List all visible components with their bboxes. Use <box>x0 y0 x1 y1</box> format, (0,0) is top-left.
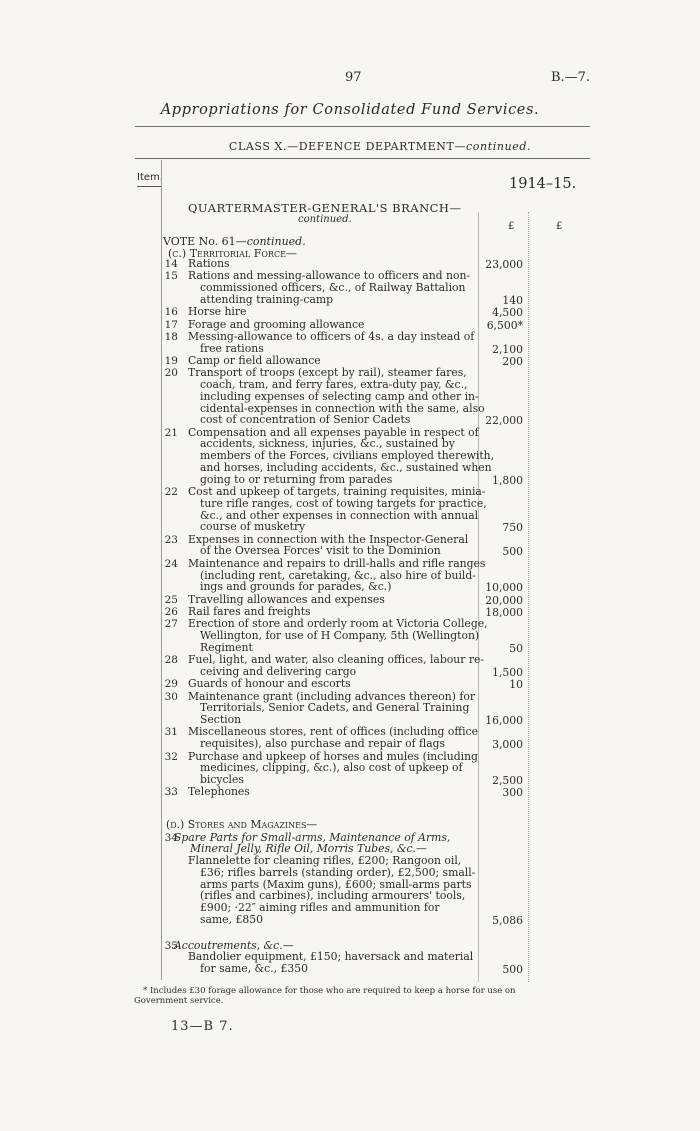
pound-symbol-col1: £ <box>508 221 515 232</box>
vote-heading: VOTE No. 61—continued. <box>163 235 306 248</box>
item-text-line: Transport of troops (except by rail), steamer fares, <box>188 366 467 380</box>
item-text-line: members of the Forces, civilians employed therewith, <box>200 449 495 463</box>
item-text-line: Section <box>200 713 242 727</box>
item-text-line: Flannelette for cleaning rifles, £200; Rangoon oil, <box>188 854 462 867</box>
item-text-line: &c., and other expenses in connection with annual <box>200 508 479 522</box>
year-header: 1914–15. <box>509 176 577 192</box>
item-amount: 2,100 <box>492 342 523 356</box>
item-text-line: Miscellaneous stores, rent of offices (including office <box>188 725 478 739</box>
title-rule <box>135 126 590 127</box>
item-text-line: Purchase and upkeep of horses and mules (including <box>188 749 478 763</box>
item-amount: 4,500 <box>492 306 523 320</box>
stores-item-heading: Spare Parts for Small-arms, Maintenance of Arms, <box>174 830 451 844</box>
item-amount: 23,000 <box>485 258 523 271</box>
item-text-line: Maintenance and repairs to drill-halls and rifle ranges <box>188 556 486 570</box>
item-text-line: Cost and upkeep of targets, training requisites, minia- <box>188 485 486 499</box>
item-text-line: ture rifle ranges, cost of towing targets for practice, <box>200 496 487 510</box>
item-text-line: Erection of store and orderly room at Victoria College, <box>188 617 488 631</box>
item-text-line: going to or returning from parades <box>200 472 393 486</box>
page-number: 97 <box>345 70 362 85</box>
item-amount: 2,500 <box>492 774 523 788</box>
item-number: 28 <box>164 654 178 667</box>
item-amount: 300 <box>502 786 523 800</box>
item-number: 24 <box>164 557 178 570</box>
class-rule <box>135 158 590 159</box>
item-text-line: and horses, including accidents, &c., sustained when <box>200 460 492 474</box>
item-text-line: £900; ·22″ aiming rifles and ammunition for <box>200 901 440 914</box>
item-text-line: Rations <box>188 257 230 270</box>
item-amount: 500 <box>502 545 523 559</box>
item-text-line: Rail fares and freights <box>188 604 311 618</box>
pound-symbol-col2: £ <box>556 221 563 232</box>
item-text-line: Regiment <box>200 640 253 654</box>
item-text-line: same, £850 <box>200 912 263 926</box>
item-number: 34 <box>164 831 178 844</box>
item-text-line: cost of concentration of Senior Cadets <box>200 413 411 427</box>
item-amount: 140 <box>502 293 523 307</box>
item-text-line: attending training-camp <box>200 292 334 306</box>
printer-signature: 13—B 7. <box>171 1019 234 1034</box>
item-amount: 10,000 <box>485 581 523 595</box>
item-text-line: requisites), also purchase and repair of flags <box>200 737 446 751</box>
item-text-line: cidental-expenses in connection with the same, also <box>200 401 485 415</box>
item-text-line: including expenses of selecting camp and other in- <box>200 389 479 403</box>
item-text-line: Maintenance grant (including advances thereon) for <box>188 689 476 703</box>
item-number: 25 <box>164 593 178 606</box>
item-text-line: course of musketry <box>200 520 306 534</box>
item-text-line: free rations <box>200 341 264 355</box>
item-number: 35 <box>164 939 178 952</box>
stores-item-heading-cont: Mineral Jelly, Rifle Oil, Morris Tubes, &c.— <box>190 842 427 856</box>
item-amount: 200 <box>502 355 523 368</box>
item-text-line: Travelling allowances and expenses <box>188 592 385 606</box>
item-amount: 50 <box>509 641 523 655</box>
item-text-line: coach, tram, and ferry fares, extra-duty pay, &c., <box>200 378 468 392</box>
item-text-line: Forage and grooming allowance <box>188 317 365 331</box>
item-text-line: (including rent, caretaking, &c., also hire of build- <box>200 568 476 582</box>
item-text-line: bicycles <box>200 773 244 787</box>
item-number: 26 <box>164 605 178 618</box>
item-text-line: ings and grounds for parades, &c.) <box>200 580 392 594</box>
item-column-rule <box>161 160 162 980</box>
item-text-line: (rifles and carbines), including armourers' tools, <box>200 889 466 903</box>
item-text-line: Compensation and all expenses payable in respect of <box>188 425 479 439</box>
item-text-line: Fuel, light, and water, also cleaning offices, labour re- <box>188 653 485 667</box>
item-amount: 6,500* <box>486 318 523 332</box>
item-header-rule <box>137 186 161 187</box>
item-number: 21 <box>164 426 178 439</box>
item-amount: 1,800 <box>492 473 523 487</box>
document-reference: B.—7. <box>551 70 591 85</box>
item-number: 31 <box>164 726 178 739</box>
item-text-line: for same, &c., £350 <box>200 962 308 975</box>
second-amount-column-rule <box>528 212 529 982</box>
item-amount: 22,000 <box>485 414 523 428</box>
item-text-line: Telephones <box>188 785 250 799</box>
page-title: Appropriations for Consolidated Fund Services. <box>160 102 540 118</box>
item-number: 20 <box>164 367 178 380</box>
item-number: 14 <box>164 258 178 270</box>
item-number: 22 <box>164 486 178 499</box>
item-number: 15 <box>164 270 178 283</box>
territorial-force-heading: (c.) Territorial Force— <box>168 247 297 260</box>
item-amount: 1,500 <box>492 665 523 679</box>
item-number: 17 <box>164 318 178 331</box>
item-number: 18 <box>164 330 178 343</box>
item-text-line: £36; rifles barrels (standing order), £2,500; small- <box>200 865 476 879</box>
item-text-line: Rations and messing-allowance to officers and non- <box>188 269 471 283</box>
footnote-continued: Government service. <box>134 996 224 1006</box>
item-text-line: Messing-allowance to officers of 4s. a day instead of <box>188 329 475 343</box>
item-number: 23 <box>164 533 178 546</box>
item-number: 33 <box>164 786 178 799</box>
item-amount: 3,000 <box>492 738 523 752</box>
item-text-line: Wellington, for use of H Company, 5th (Wellington) <box>200 629 480 643</box>
item-amount: 18,000 <box>485 605 523 619</box>
item-amount: 750 <box>502 521 523 535</box>
item-number: 30 <box>164 690 178 703</box>
item-text-line: ceiving and delivering cargo <box>200 664 357 678</box>
item-text-line: accidents, sickness, injuries, &c., sustained by <box>200 437 455 451</box>
item-text-line: Guards of honour and escorts <box>188 677 351 691</box>
footnote: * Includes £30 forage allowance for those who are required to keep a horse for use on <box>143 986 516 996</box>
stores-heading: (d.) Stores and Magazines— <box>166 817 318 831</box>
item-text-line: Bandolier equipment, £150; haversack and material <box>188 950 474 964</box>
item-number: 27 <box>164 618 178 631</box>
item-text-line: Expenses in connection with the Inspector-General <box>188 532 469 546</box>
item-text-line: Camp or field allowance <box>188 354 321 367</box>
item-text-line: Horse hire <box>188 305 247 319</box>
item-text-line: Territorials, Senior Cadets, and General Training <box>200 701 470 715</box>
item-amount: 16,000 <box>485 714 523 728</box>
item-amount: 10 <box>509 678 523 692</box>
item-number: 29 <box>164 678 178 691</box>
item-text-line: of the Oversea Forces' visit to the Dominion <box>200 544 441 558</box>
item-number: 19 <box>164 355 178 367</box>
item-amount: 20,000 <box>485 593 523 607</box>
branch-continued: continued. <box>298 214 352 225</box>
item-text-line: medicines, clipping, &c.), also cost of upkeep of <box>200 761 463 775</box>
item-amount: 500 <box>502 963 523 976</box>
item-text-line: arms parts (Maxim guns), £600; small-arms parts <box>200 877 472 891</box>
item-number: 32 <box>164 750 178 763</box>
item-amount: 5,086 <box>492 913 523 927</box>
item-column-header: Item. <box>137 172 163 183</box>
item-number: 16 <box>164 306 178 319</box>
class-title: CLASS X.—DEFENCE DEPARTMENT—continued. <box>228 140 532 153</box>
stores-item-heading: Accoutrements, &c.— <box>174 938 294 952</box>
branch-title: QUARTERMASTER-GENERAL'S BRANCH— <box>188 201 462 215</box>
item-text-line: commissioned officers, &c., of Railway Battalion <box>200 281 466 295</box>
